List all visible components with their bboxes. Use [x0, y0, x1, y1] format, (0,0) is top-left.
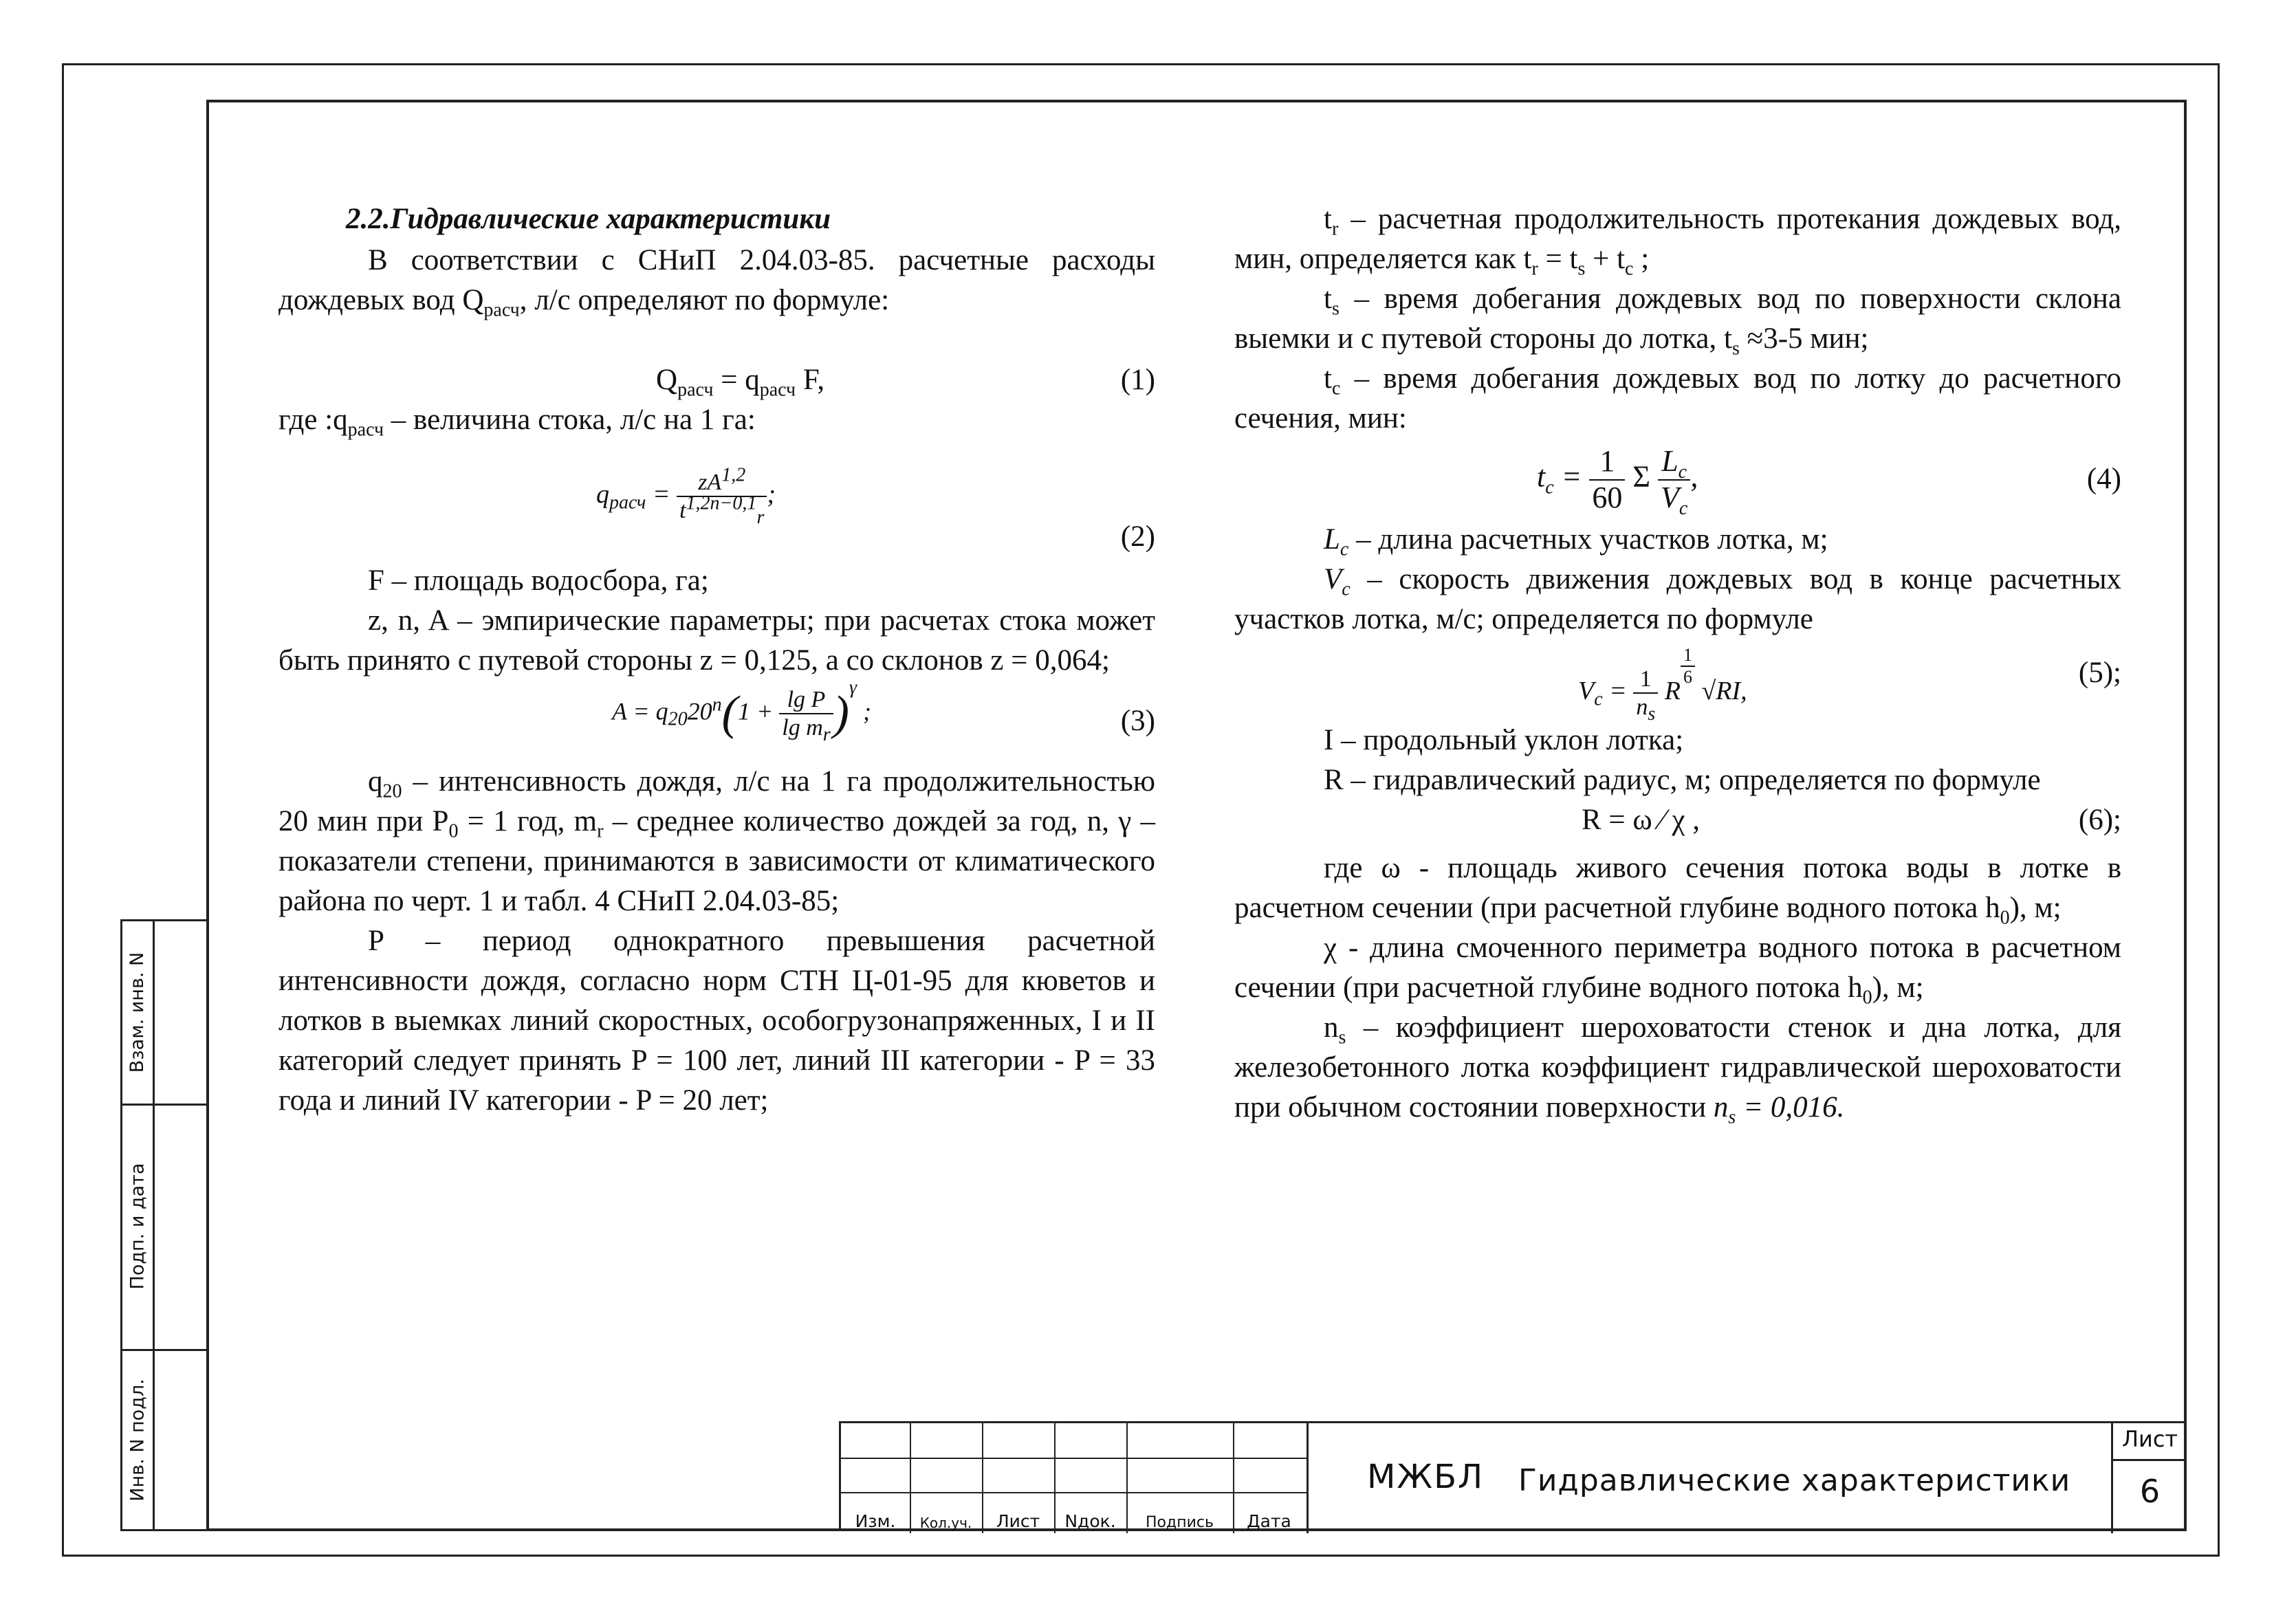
formula-2: $q_{расч}$ = $\frac{zA^{1,2}}{t^{1,2n-0,1}_r}$ ; (2) — [278, 444, 1155, 561]
stamp-label-replace: Взам. инв. N — [127, 952, 149, 1073]
formula-number-5: (5); — [2078, 657, 2121, 689]
formula-1: $Q_{расч} = q_{расч}$ F, (1) — [278, 360, 1155, 400]
radius-paragraph: R – гидравлический радиус, м; определяется по формуле — [1324, 764, 2041, 796]
binding-stamp — [120, 919, 206, 1531]
title-block — [839, 1421, 2187, 1531]
stamp-divider — [153, 921, 155, 1529]
tc-paragraph: $t_c$ – время добегания дождевых вод по лотку до расчетного сечения, мин: — [1234, 362, 2121, 435]
vc-paragraph: $V_c$ – скорость движения дождевых вод в конце расчетных участков лотка, м/с; определяется по формуле — [1234, 563, 2121, 635]
col-label-doc: Nдок. — [1064, 1511, 1116, 1531]
col-label-sheet: Лист — [996, 1511, 1040, 1531]
col-label-date: Дата — [1247, 1511, 1291, 1531]
chi-paragraph: χ - длина смоченного периметра водного потока в расчетном сечении (при расчетной глубине водного потока $h_0$), м; — [1234, 932, 2121, 1009]
stamp-label-signature: Подп. и дата — [127, 1163, 149, 1290]
section-heading: 2.2.Гидравлические характеристики — [346, 203, 831, 235]
omega-paragraph: где ω - площадь живого сечения потока воды в лотке в расчетном сечении (при расчетной глубине водного потока $h_0$), м; — [1234, 852, 2121, 929]
slope-line: I – продольный уклон лотка; — [1324, 724, 1684, 756]
intro-paragraph: В соответствии с СНиП 2.04.03-85. расчетные расходы дождевых вод $Q_{расч}$, л/с определяют по формуле: — [278, 244, 1155, 321]
ns-paragraph: $n_s$ – коэффициент шероховатости стенок и дна лотка, для железобетонного лотка коэффициент гидравлической шероховатости при обычном состоянии поверхности $n_s = 0,016$. — [1234, 1011, 2121, 1128]
right-column — [1234, 199, 2121, 1128]
revision-grid — [841, 1423, 1309, 1533]
formula-number-2: (2) — [1120, 520, 1155, 553]
drawing-title: Гидравлические характеристики — [1518, 1463, 2071, 1498]
col-label-signature: Подпись — [1146, 1514, 1214, 1531]
tr-paragraph: $t_r$ – расчетная продолжительность протекания дождевых вод, мин, определяется как $t_r = t_s + t_c$ ; — [1234, 203, 2121, 280]
formula-number-1: (1) — [1120, 364, 1155, 396]
params-paragraph: z, n, A – эмпирические параметры; при расчетах стока может быть принято с путевой стороны z = 0,125, а со склонов z = 0,064; — [278, 604, 1155, 677]
formula-6: R = ω ⁄ χ , (6); — [1234, 800, 2121, 840]
sheet-number: 6 — [2139, 1473, 2161, 1510]
drawing-code: МЖБЛ — [1367, 1458, 1485, 1496]
area-line: F – площадь водосбора, га; — [368, 564, 709, 597]
formula-4: $t_c$ = $\frac{1}{60}$ Σ $\frac{L_c}{V_c}$ , (4) — [1537, 444, 2121, 519]
sheet-label: Лист — [2113, 1426, 2187, 1461]
lc-line: $L_c$ – длина расчетных участков лотка, м; — [1324, 523, 1828, 560]
formula-5: $V_c$ = $\frac{1}{n_s}$ R $\frac{1}{6}$ √RI, (5); — [1578, 645, 2121, 725]
left-column — [278, 199, 1155, 1121]
col-label-count: Кол.уч. — [919, 1515, 972, 1531]
col-label-change: Изм. — [855, 1511, 896, 1531]
stamp-label-inventory: Инв. N подл. — [127, 1379, 149, 1502]
formula-number-6: (6); — [2078, 804, 2121, 836]
formula-number-4: (4) — [2086, 463, 2121, 495]
formula-3: $A = q_{20}20^n(1$ + $\frac{\text{lg P}}{\lg m_r}$ )$^\gamma$ ; (3) — [612, 677, 1155, 745]
period-paragraph: P – период однократного превышения расчетной интенсивности дождя, согласно норм СТН Ц-01-95 для кюветов и лотков в выемках линий скоростных, особогрузонапряженных, I и II категорий следует принять P = 100 лет, линий III категории - P = 33 года и линий IV категории - P = 20 лет; — [278, 925, 1155, 1117]
q20-paragraph: $q_{20}$ – интенсивность дождя, л/с на 1 га продолжительностью 20 мин при $P_0 = 1$ год, $m_r$ – среднее количество дождей за год, n, γ – показатели степени, принимаются в зависимости от климатического района по черт. 1 и табл. 4 СНиП 2.04.03-85; — [278, 765, 1155, 917]
where-q-line: где $:q_{расч}$ – величина стока, л/с на 1 га: — [278, 404, 756, 441]
sheet-box — [2111, 1423, 2187, 1533]
formula-number-3: (3) — [1120, 705, 1155, 737]
ts-paragraph: $t_s$ – время добегания дождевых вод по поверхности склона выемки и с путевой стороны до лотка, $t_s \approx 3-5$ мин; — [1234, 283, 2121, 360]
